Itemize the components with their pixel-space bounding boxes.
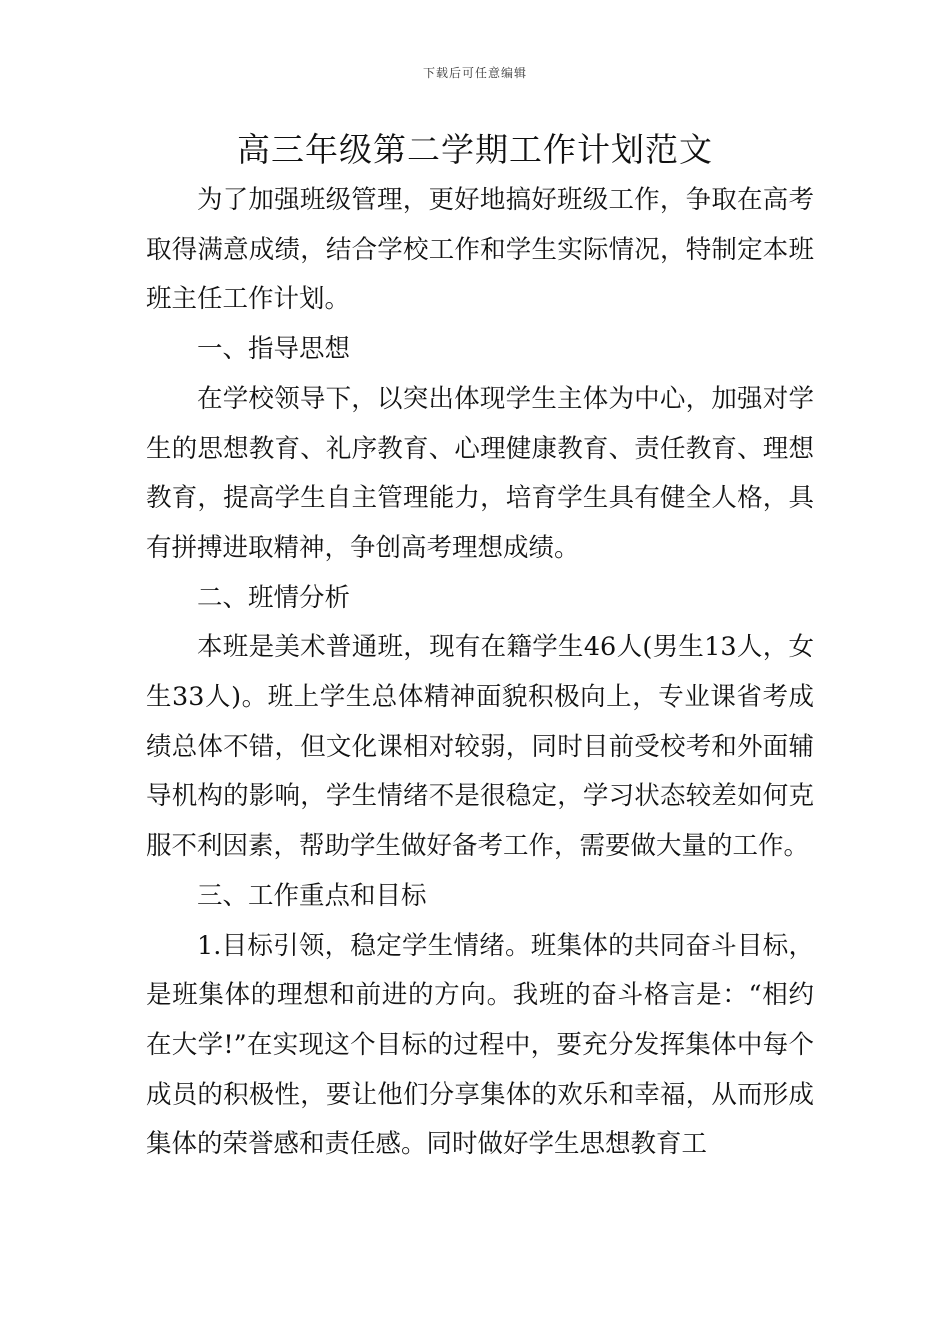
document-title: 高三年级第二学期工作计划范文 (237, 130, 713, 169)
section-heading-class-analysis: 二、班情分析 (197, 582, 351, 613)
section-heading-guiding-thought: 一、指导思想 (197, 334, 351, 365)
intro-paragraph: 为了加强班级管理，更好地搞好班级工作，争取在高考取得满意成绩，结合学校工作和学生实际情况，特制定本班班主任工作计划。 (146, 185, 814, 315)
class-analysis-paragraph: 本班是美术普通班，现有在籍学生46人(男生13人，女生33人)。班上学生总体精神面貌积极向上，专业课省考成绩总体不错，但文化课相对较弱，同时目前受校考和外面辅导机构的影响，学生情绪不是很稳定，学习状态较差如何克服不利因素，帮助学生做好备考工作，需要做大量的工作。 (146, 632, 814, 862)
guiding-thought-paragraph: 在学校领导下，以突出体现学生主体为中心，加强对学生的思想教育、礼序教育、心理健康教育、责任教育、理想教育，提高学生自主管理能力，培育学生具有健全人格，具有拼搏进取精神，争创高考理想成绩。 (146, 383, 814, 563)
work-focus-paragraph-1: 1.目标引领，稳定学生情绪。班集体的共同奋斗目标，是班集体的理想和前进的方向。我班的奋斗格言是：“相约在大学!”在实现这个目标的过程中，要充分发挥集体中每个成员的积极性，要让他们分享集体的欢乐和幸福，从而形成集体的荣誉感和责任感。同时做好学生思想教育工 (146, 930, 814, 1160)
header-note: 下载后可任意编辑 (422, 66, 527, 80)
section-heading-work-focus: 三、工作重点和目标 (197, 880, 427, 911)
document-body (146, 176, 814, 1170)
